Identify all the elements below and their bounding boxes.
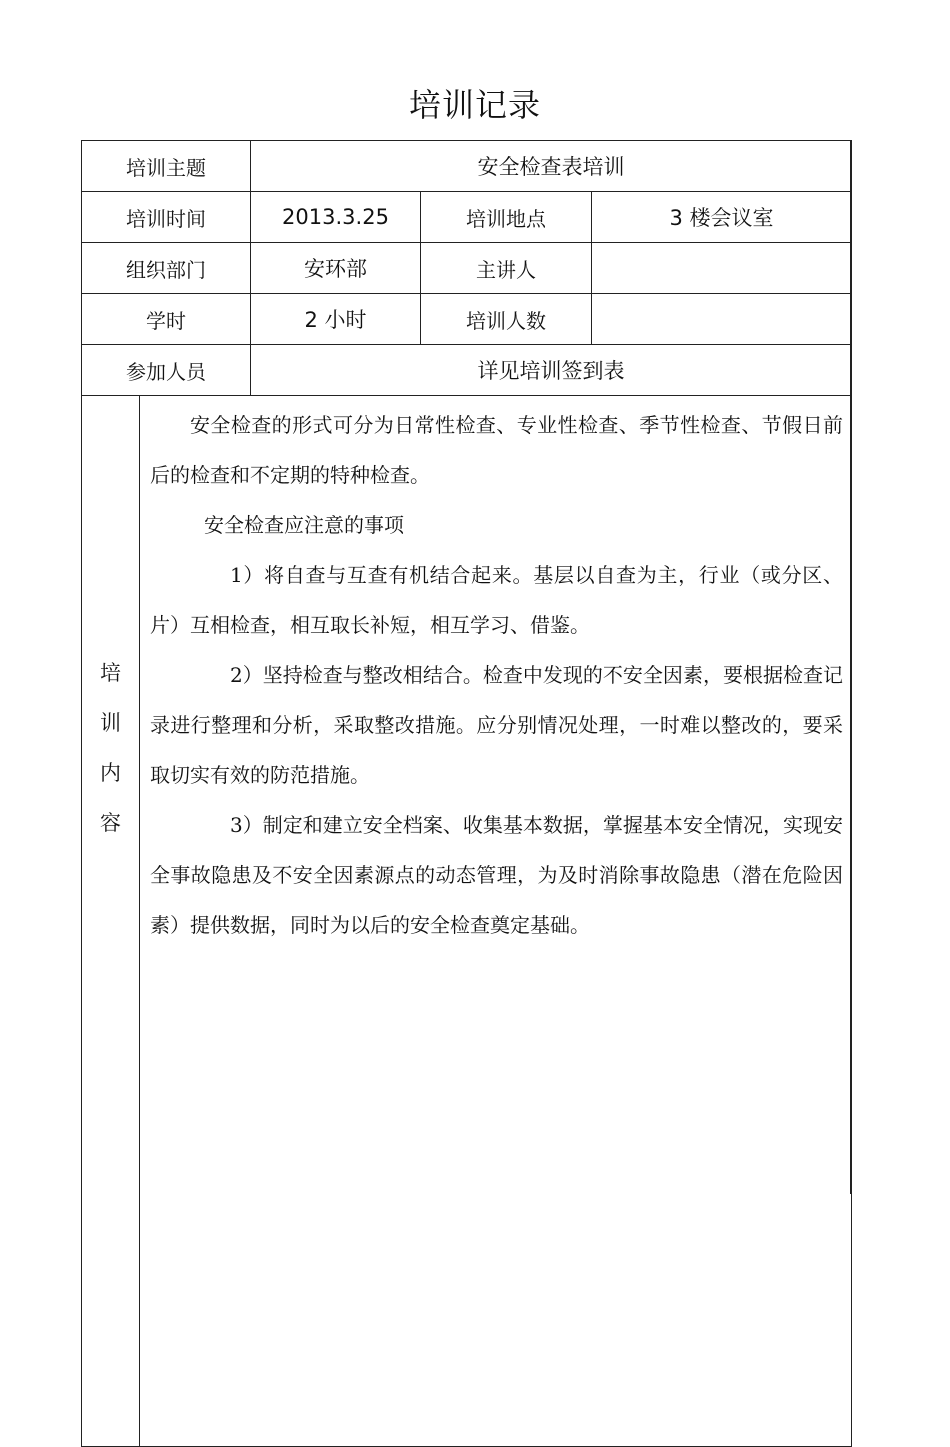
attendees-label: 参加人员 — [82, 345, 251, 396]
training-record-table-wrapper — [81, 140, 852, 1447]
time-value: 2013.3.25 — [251, 192, 421, 243]
speaker-label: 主讲人 — [421, 243, 592, 294]
content-paragraph: 安全检查的形式可分为日常性检查、专业性检查、季节性检查、节假日前后的检查和不定期的特种检查。 — [150, 413, 844, 487]
content-paragraph: 2）坚持检查与整改相结合。检查中发现的不安全因素，要根据检查记录进行整理和分析，采取整改措施。应分别情况处理，一时难以整改的，要采取切实有效的防范措施。 — [150, 663, 844, 787]
speaker-value — [592, 243, 852, 294]
content-label-char: 内 — [100, 761, 121, 785]
training-record-table — [81, 140, 852, 1447]
dept-label: 组织部门 — [82, 243, 251, 294]
table-row — [82, 192, 852, 243]
time-label: 培训时间 — [82, 192, 251, 243]
place-label: 培训地点 — [421, 192, 592, 243]
content-label — [82, 396, 140, 1447]
table-row-content — [82, 396, 852, 1447]
content-paragraph: 安全检查应注意的事项 — [204, 513, 404, 537]
attendees-value: 详见培训签到表 — [251, 345, 852, 396]
topic-value: 安全检查表培训 — [251, 141, 852, 192]
table-right-border-accent — [850, 140, 852, 1194]
topic-label: 培训主题 — [82, 141, 251, 192]
content-label-char: 训 — [100, 711, 121, 735]
content-paragraph: 3）制定和建立安全档案、收集基本数据，掌握基本安全情况，实现安全事故隐患及不安全因素源点的动态管理，为及时消除事故隐患（潜在危险因素）提供数据，同时为以后的安全检查奠定基础。 — [150, 813, 844, 937]
dept-value: 安环部 — [251, 243, 421, 294]
content-label-char: 培 — [100, 661, 121, 685]
table-row — [82, 243, 852, 294]
content-paragraph: 1）将自查与互查有机结合起来。基层以自查为主，行业（或分区、片）互相检查，相互取长补短，相互学习、借鉴。 — [150, 563, 844, 637]
count-label: 培训人数 — [421, 294, 592, 345]
content-label-char: 容 — [100, 811, 121, 835]
place-value: 3 楼会议室 — [592, 192, 852, 243]
hours-value: 2 小时 — [251, 294, 421, 345]
document-title: 培训记录 — [408, 86, 541, 124]
table-row — [82, 345, 852, 396]
hours-label: 学时 — [82, 294, 251, 345]
table-row — [82, 294, 852, 345]
content-body — [140, 396, 852, 1447]
count-value — [592, 294, 852, 345]
table-row — [82, 141, 852, 192]
